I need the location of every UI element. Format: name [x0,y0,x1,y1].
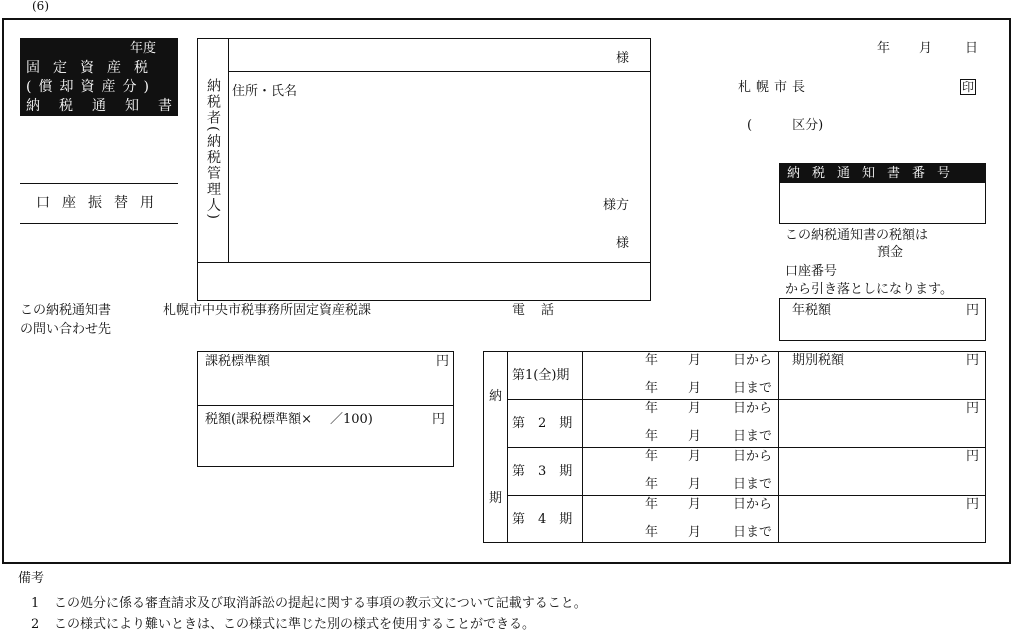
installment-period-label: 第4期 [512,512,586,527]
installment-to-month: 月 [688,477,702,492]
inquiry-label-2: の問い合わせ先 [20,322,112,337]
seal-icon: 印 [961,80,974,94]
installment-from-year: 年 [645,401,659,416]
title-block [20,38,191,116]
remark-2-text: この様式により難いときは、この様式に準じた別の様式を使用することができる。 [54,617,536,632]
installment-period-label: 第1(全)期 [512,368,570,383]
title-tax-text: 固定資産税 [26,60,161,76]
divider [197,262,651,263]
title-year: 年度 [130,41,157,56]
installment-amount-label: 期別税額 [792,353,845,368]
remark-1-text: この処分に係る審査請求及び取消訴訟の提起に関する事項の教示文について記載すること。 [54,596,587,611]
inquiry-label-1: この納税通知書 [20,303,112,318]
annual-tax-unit: 円 [966,303,980,318]
divider [20,223,178,224]
installment-to-year: 年 [645,477,659,492]
form-number: (6) [32,0,49,13]
installment-amount-unit: 円 [966,449,980,464]
date-year: 年 [877,41,891,56]
inquiry-phone: 電話 [512,303,571,318]
date-month: 月 [919,41,933,56]
installment-to-year: 年 [645,381,659,396]
installment-to-month: 月 [688,381,702,396]
sama-top: 様 [616,51,630,66]
remark-1-num: 1 [31,596,40,611]
tax-base-unit: 円 [436,354,450,369]
title-notice: 納税通知書 [26,98,191,114]
divider [20,183,178,184]
installment-amount-unit: 円 [966,497,980,512]
installments-label-top: 納 [489,389,503,404]
deposit-line4: から引き落としになります。 [785,282,953,297]
installment-from-year: 年 [645,449,659,464]
notice-number-label: 納税通知書番号 [779,163,986,183]
installment-period-label: 第2期 [512,416,586,431]
divider [197,405,454,406]
tax-base-label: 課税標準額 [205,354,271,369]
deposit-line3: 口座番号 [785,264,838,279]
divider [507,495,986,496]
installment-to-day: 日まで [733,477,773,492]
installment-to-day: 日まで [733,429,773,444]
installments-label-bottom: 期 [489,491,503,506]
installment-to-month: 月 [688,429,702,444]
installment-from-year: 年 [645,497,659,512]
installment-period-label: 第3期 [512,464,586,479]
installment-amount-unit: 円 [966,353,980,368]
taxpayer-vertical-label: 納税者(納税管理人) [205,78,221,221]
installment-from-day: 日から [733,449,773,464]
title-tax [26,61,174,75]
installment-to-year: 年 [645,429,659,444]
divider [507,447,986,448]
installment-to-year: 年 [645,525,659,540]
divider [228,71,651,72]
installment-from-year: 年 [645,353,659,368]
remark-2-num: 2 [31,617,40,632]
installment-from-month: 月 [688,497,702,512]
deposit-line2: 預金 [877,245,904,260]
installment-to-month: 月 [688,525,702,540]
installment-from-month: 月 [688,353,702,368]
date-day: 日 [965,41,979,56]
remarks-title: 備考 [18,571,45,586]
address-name-label: 住所・氏名 [232,84,298,99]
title-asset: (償却資産分) [26,79,156,95]
installment-from-month: 月 [688,401,702,416]
installment-from-month: 月 [688,449,702,464]
installment-to-day: 日まで [733,525,773,540]
issuer: 札幌市長 [738,80,811,95]
divider [507,399,986,400]
sama-kata: 様方 [603,198,630,213]
annual-tax-label: 年税額 [792,303,832,318]
tax-amount-unit: 円 [432,412,446,427]
category: ( 区分) [747,118,824,133]
deposit-line1: この納税通知書の税額は [785,228,929,243]
sama-bottom: 様 [616,236,630,251]
installment-amount-unit: 円 [966,401,980,416]
installment-from-day: 日から [733,353,773,368]
tax-amount-label: 税額(課税標準額× ／100) [205,412,373,427]
installment-from-day: 日から [733,401,773,416]
account-transfer-label: 口座振替用 [36,195,166,211]
installment-to-day: 日まで [733,381,773,396]
installment-from-day: 日から [733,497,773,512]
inquiry-office: 札幌市中央市税事務所固定資産税課 [163,303,372,318]
